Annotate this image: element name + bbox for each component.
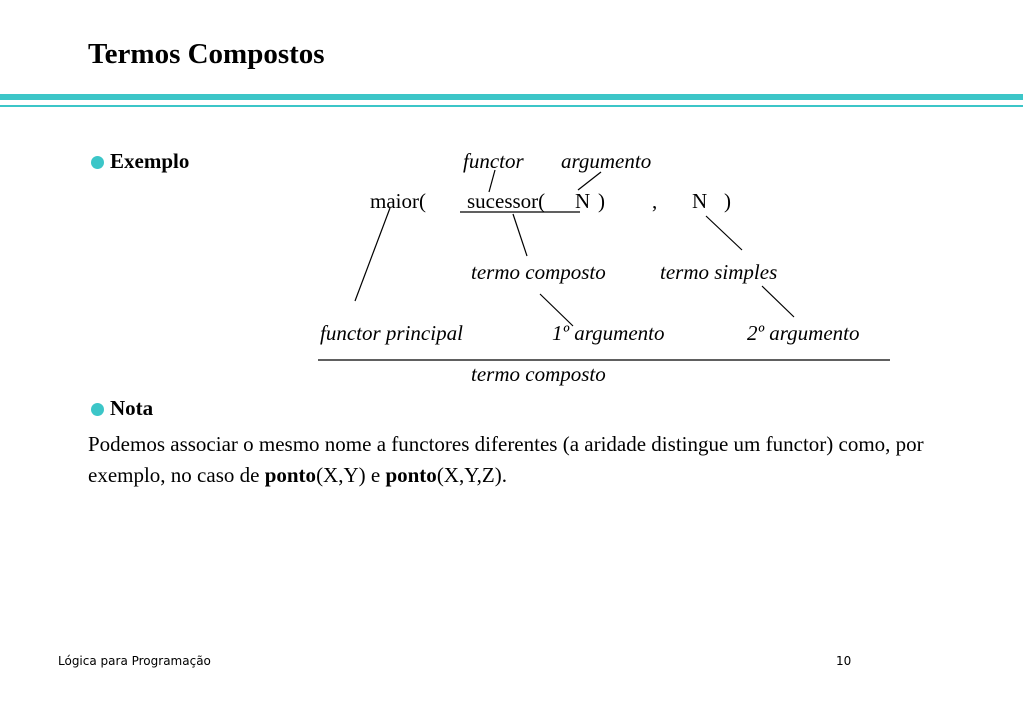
nota-heading: Nota [110, 396, 154, 420]
primeiro-argumento-connector [540, 294, 573, 326]
footer-page-number: 10 [836, 654, 852, 668]
termo-composto-label: termo composto [471, 260, 606, 284]
termo-composto-connector [513, 214, 527, 256]
termo-composto-bottom-label: termo composto [471, 362, 606, 386]
functor-principal-connector [355, 208, 390, 301]
expr-close-outer: ) [724, 189, 731, 213]
segundo-argumento-connector [762, 286, 794, 317]
nota-text-part2: (X,Y) e [316, 463, 386, 487]
termo-simples-connector [706, 216, 742, 250]
nota-bold-ponto-1: ponto [264, 463, 317, 487]
functor-connector [489, 170, 495, 192]
functor-label: functor [463, 149, 524, 173]
nota-bullet-icon [91, 403, 104, 416]
expr-n-second: N [692, 189, 708, 213]
argumento-label: argumento [561, 149, 652, 173]
expr-sucessor: sucessor( [467, 189, 546, 213]
nota-paragraph [88, 429, 968, 491]
slide-title: Termos Compostos [88, 38, 325, 70]
expr-close-inner: ) [598, 189, 605, 213]
termo-simples-label: termo simples [660, 260, 778, 284]
expr-comma: , [652, 189, 658, 213]
footer-course-name: Lógica para Programação [58, 654, 211, 668]
nota-bold-ponto-2: ponto [385, 463, 437, 487]
expr-n-first: N [575, 189, 591, 213]
nota-text-part1: Podemos associar o mesmo nome a functores diferentes (a aridade distingue um functor) como, por exemplo, no caso de [88, 432, 924, 487]
segundo-argumento-label: 2º argumento [747, 321, 860, 345]
exemplo-heading: Exemplo [110, 149, 190, 173]
nota-text-part3: (X,Y,Z). [436, 463, 508, 487]
expr-maior: maior( [370, 189, 426, 213]
argumento-connector [578, 172, 601, 190]
functor-principal-label: functor principal [320, 321, 463, 345]
primeiro-argumento-label: 1º argumento [552, 321, 665, 345]
